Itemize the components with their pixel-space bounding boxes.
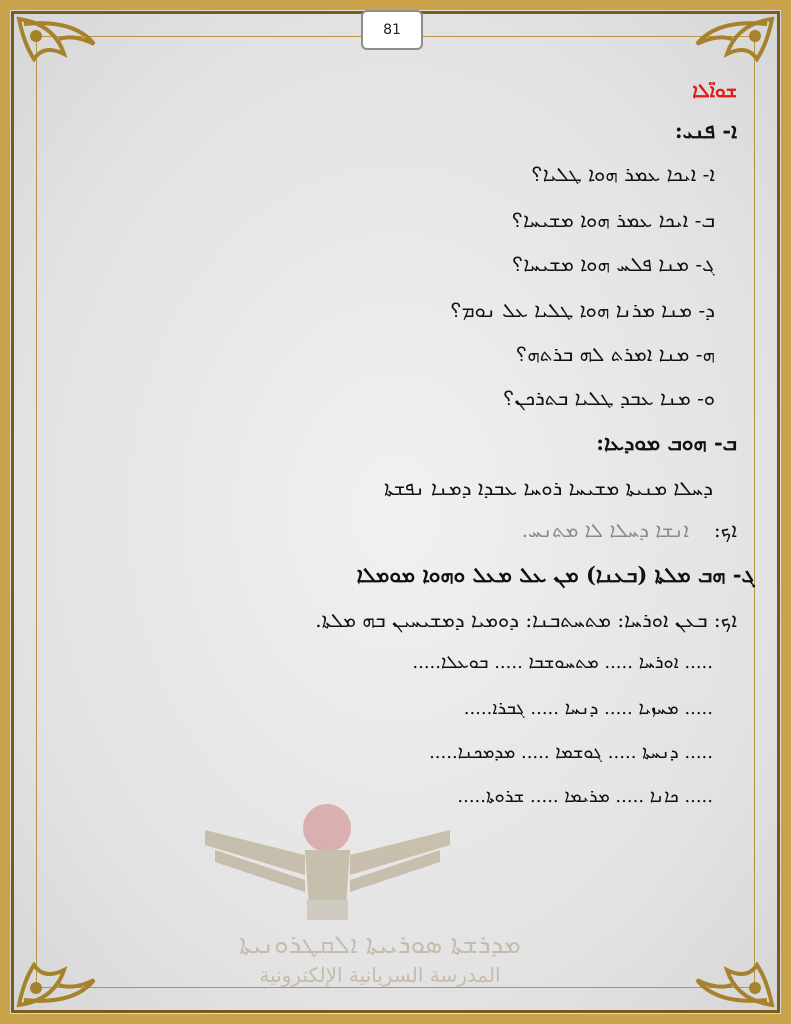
part-a-heading: ܐ- ܦܢܝ: bbox=[674, 118, 737, 143]
example-label: ܐܟ: bbox=[713, 518, 737, 542]
corner-ornament bbox=[14, 14, 104, 104]
school-name-watermark bbox=[200, 930, 560, 987]
part-c-example: ܐܟ: ܒܥܢ ܐܘܪܚܐ: ܡܬܚܬܒܢܐ: ܕܘܡܝܐ ܕܡܫܝܚܝܢ ܒܗ ܡܠܬܐ. bbox=[315, 608, 737, 632]
fill-blank-row: ..... ܐܘܪܚܐ ..... ܡܬܚܘܫܒܐ ..... ܒܘܥܠܐ..... bbox=[412, 652, 713, 673]
question-item: ܒ- ܐܝܟܐ ܥܡܪ ܗܘܐ ܡܫܝܚܐ؟ bbox=[512, 208, 715, 232]
part-c-heading: ܓ- ܗܒ ܡܠܬܐ (ܒܥܢܐ) ܡܢ ܥܠ ܡܥܠ ܘܗܘܐ ܡܘܡܠܐ bbox=[356, 562, 755, 587]
corner-ornament bbox=[687, 920, 777, 1010]
school-name-arabic: المدرسة السريانية الإلكترونية bbox=[259, 963, 501, 987]
question-item: ܓ- ܡܢܐ ܦܠܚ ܗܘܐ ܡܫܝܚܐ؟ bbox=[512, 252, 715, 276]
question-item: ܕ- ܡܢܐ ܡܪܢܐ ܗܘܐ ܛܠܝܐ ܥܠ ܢܘܡ؟ bbox=[450, 298, 715, 322]
word-list: ܕܚܠܐ ܡܢܝܬܐ ܡܫܝܚܐ ܪܘܚܐ ܥܒܕܐ ܕܡܢܐ ܢܦܫܬܐ bbox=[384, 476, 713, 500]
example-sentence: ܐܢܫܐ ܕܚܠܐ ܠܐ ܡܬܢܚ. bbox=[521, 518, 689, 542]
part-b-heading: ܒ- ܗܘܒ ܡܘܕܥܐ: bbox=[596, 430, 737, 455]
fill-blank-row: ..... ܡܚܙܝܐ ..... ܕܢܚܐ ..... ܓܒܪܐ..... bbox=[463, 698, 713, 719]
school-emblem-watermark bbox=[205, 800, 450, 930]
corner-ornament bbox=[14, 920, 104, 1010]
question-item: ܗ- ܡܢܐ ܐܡܪܬ ܠܗ ܒܪܬܗ؟ bbox=[516, 342, 715, 366]
fill-blank-row: ..... ܕܢܚܬܐ ..... ܓܘܫܡܐ ..... ܡܕܡܟܢܐ..... bbox=[429, 742, 713, 763]
fill-blank-row: ..... ܟܐܢܐ ..... ܡܪܝܡܐ ..... ܫܪܘܬܐ..... bbox=[457, 786, 713, 807]
school-name-syriac: ܡܕܪܫܬܐ ܣܘܪܝܝܬܐ ܐܠܩܛܪܘܢܝܬܐ bbox=[239, 930, 521, 960]
page-number: 81 bbox=[361, 10, 423, 50]
section-title: ܫܘܐ̈ܠܐ bbox=[692, 80, 737, 102]
question-item: ܘ- ܡܢܐ ܥܒܕ ܛܠܝܐ ܒܬܪܟܢ؟ bbox=[503, 386, 715, 410]
question-item: ܐ- ܐܝܟܐ ܥܡܪ ܗܘܐ ܛܠܝܐ؟ bbox=[531, 162, 715, 186]
